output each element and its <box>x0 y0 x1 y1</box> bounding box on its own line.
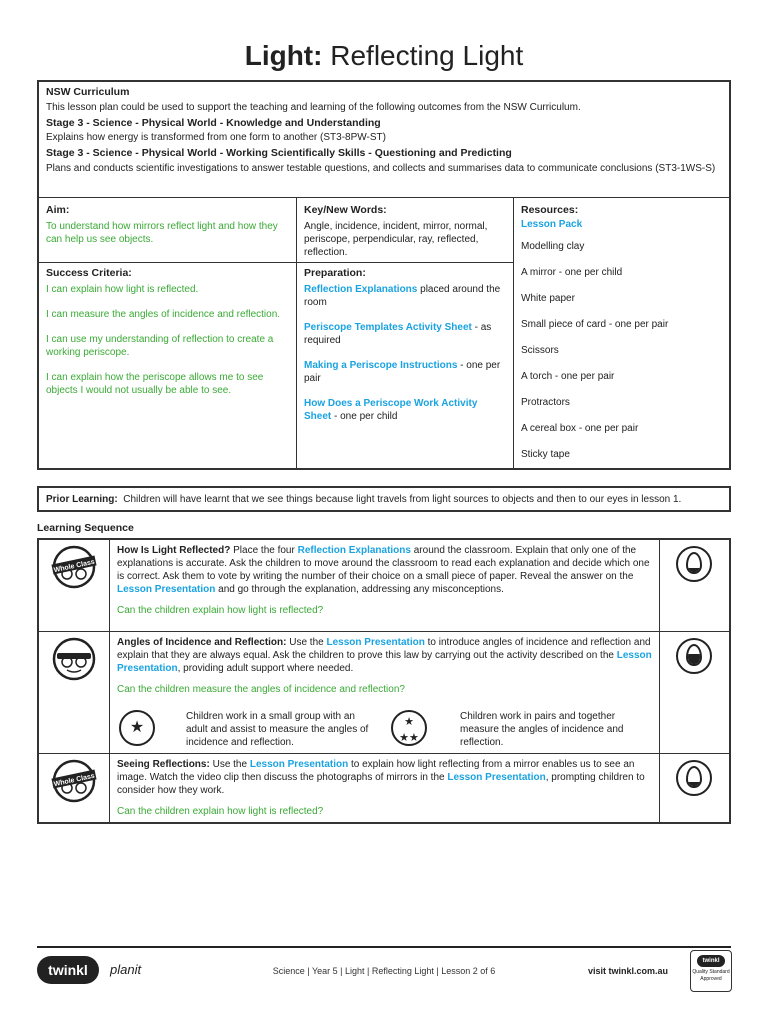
badge-logo: twinkl <box>697 955 725 967</box>
periscope-templates-link[interactable]: Periscope Templates Activity Sheet <box>304 321 472 333</box>
title-bold: Light: <box>244 40 323 71</box>
prior-learning <box>37 486 731 512</box>
twinkl-logo[interactable]: twinkl <box>37 956 99 984</box>
divider <box>109 540 110 822</box>
preparation-item <box>304 397 506 423</box>
row-1-heading: How Is Light Reflected? <box>117 545 231 556</box>
group-2-text: Children work in pairs and together measure the angles of incidence and reflection. <box>460 711 624 748</box>
success-item: I can use my understanding of reflection to create a working periscope. <box>46 333 274 358</box>
difficulty-egg-icon <box>676 760 712 796</box>
preparation-cell <box>297 263 513 439</box>
curriculum-box <box>37 80 731 470</box>
resource-item: A cereal box - one per pair <box>521 422 639 434</box>
class-faces-icon <box>51 636 97 682</box>
learning-sequence-title: Learning Sequence <box>37 522 134 534</box>
row-3-body <box>117 758 653 797</box>
lesson-presentation-link[interactable]: Lesson Presentation <box>117 584 216 595</box>
resource-item: White paper <box>521 292 575 304</box>
preparation-heading: Preparation: <box>304 267 366 279</box>
row-1-body <box>117 544 653 596</box>
row-2-body <box>117 636 653 675</box>
lesson-presentation-link[interactable]: Lesson Presentation <box>117 650 652 674</box>
row-2-heading: Angles of Incidence and Reflection: <box>117 637 287 648</box>
sequence-row-1 <box>117 544 653 617</box>
footer-divider <box>37 946 731 948</box>
learning-sequence-table <box>37 538 731 824</box>
preparation-item-text: placed around the room <box>304 283 501 308</box>
row-3-text: Use the <box>209 759 250 770</box>
preparation-item-text: - as required <box>304 321 492 346</box>
key-words-cell <box>297 200 513 263</box>
planit-logo: planit <box>110 962 142 977</box>
divider <box>659 540 660 822</box>
egg-shape <box>686 644 702 666</box>
resource-item: Protractors <box>521 396 570 408</box>
aim-cell <box>39 200 296 250</box>
website-link[interactable]: visit twinkl.com.au <box>588 966 669 976</box>
success-criteria-cell <box>39 263 296 413</box>
sequence-row-2 <box>117 636 653 696</box>
row-3-heading: Seeing Reflections: <box>117 759 210 770</box>
row-3-question: Can the children explain how light is reflected? <box>117 806 324 817</box>
row-1-question: Can the children explain how light is reflected? <box>117 605 324 616</box>
difficulty-egg-icon <box>676 546 712 582</box>
lesson-presentation-link[interactable]: Lesson Presentation <box>326 637 425 648</box>
badge-text: Quality Standard Approved <box>692 969 730 982</box>
row-3-text: to explain how light reflecting from a mirror enables us to see an image. Watch the video clip then discuss the photographs of mirrors in the <box>117 759 635 783</box>
lesson-pack-link[interactable]: Lesson Pack <box>521 218 583 230</box>
resource-item: A torch - one per pair <box>521 370 615 382</box>
reflection-explanations-link[interactable]: Reflection Explanations <box>304 283 418 295</box>
egg-shape <box>686 552 702 574</box>
row-2-question: Can the children measure the angles of incidence and reflection? <box>117 684 405 695</box>
page-title <box>0 38 768 74</box>
whole-class-label: Whole Class <box>53 772 96 789</box>
title-rest: Reflecting Light <box>322 40 524 71</box>
resource-item: A mirror - one per child <box>521 266 623 278</box>
stage1-text: Explains how energy is transformed from one form to another (ST3-8PW-ST) <box>46 132 386 144</box>
egg-shape <box>686 766 702 788</box>
one-star-icon: ★ <box>119 710 155 746</box>
aim-heading: Aim: <box>46 204 70 216</box>
preparation-item <box>304 359 506 385</box>
preparation-item <box>304 321 506 347</box>
lesson-presentation-link[interactable]: Lesson Presentation <box>447 772 546 783</box>
divider <box>39 753 729 754</box>
curriculum-intro: This lesson plan could be used to support the teaching and learning of the following outcomes from the NSW Curriculum. <box>46 101 581 113</box>
whole-class-icon <box>51 758 97 804</box>
preparation-item-text: - one per child <box>331 410 398 422</box>
success-heading: Success Criteria: <box>46 267 132 279</box>
resources-cell <box>514 200 729 465</box>
resources-heading: Resources: <box>521 204 579 216</box>
success-item: I can measure the angles of incidence and reflection. <box>46 308 281 320</box>
resource-item: Scissors <box>521 344 559 356</box>
divider <box>39 631 729 632</box>
stage2-text: Plans and conducts scientific investigations to answer testable questions, and collects and summarises data to communicate conclusions (ST3-1WS-S) <box>46 162 716 174</box>
periscope-instructions-link[interactable]: Making a Periscope Instructions <box>304 359 458 371</box>
curriculum-heading: NSW Curriculum <box>46 86 130 98</box>
row-1-text: Place the four <box>230 545 298 556</box>
whole-class-label: Whole Class <box>53 558 96 575</box>
resource-item: Sticky tape <box>521 448 570 460</box>
success-item: I can explain how light is reflected. <box>46 283 199 295</box>
three-star-icon: ★ ★★ <box>391 710 427 746</box>
egg-fill <box>688 568 700 573</box>
row-1-text: around the classroom. Explain that only one of the explanations is accurate. Ask the children to move around the classroom to read each explanation and decide which one is correct. Ask them to vote by writing the number of their choice on a small piece of paper. Reveal the answer on the <box>117 545 650 582</box>
difficulty-egg-icon <box>676 638 712 674</box>
success-item: I can explain how the periscope allows me to see objects I would not usually be able to see. <box>46 371 264 396</box>
sequence-row-3 <box>117 758 653 818</box>
stage2-heading: Stage 3 - Science - Physical World - Working Scientifically Skills - Questioning and Predicting <box>46 147 512 160</box>
preparation-item <box>304 283 506 309</box>
prior-learning-label: Prior Learning: <box>46 494 118 505</box>
row-2-text: to introduce angles of incidence and reflection and explain that they are always equal. Ask the children to prove this law by carrying out the activity described on the <box>117 637 651 661</box>
resource-item: Small piece of card - one per pair <box>521 318 669 330</box>
row-3-text: , prompting children to consider how they work. <box>117 772 645 796</box>
quality-badge <box>690 950 732 992</box>
prior-learning-text: Children will have learnt that we see things because light travels from light sources to objects and then to our eyes in lesson 1. <box>123 494 682 505</box>
key-words-heading: Key/New Words: <box>304 204 387 216</box>
lesson-presentation-link[interactable]: Lesson Presentation <box>249 759 349 770</box>
row-2-text: , providing adult support where needed. <box>177 663 354 674</box>
periscope-activity-sheet-link[interactable]: How Does a Periscope Work Activity Sheet <box>304 397 478 422</box>
reflection-explanations-link[interactable]: Reflection Explanations <box>297 545 411 556</box>
curriculum-section <box>39 82 729 198</box>
row-2-text: Use the <box>286 637 327 648</box>
preparation-item-text: - one per pair <box>304 359 501 384</box>
footer-breadcrumb: Science | Year 5 | Light | Reflecting Light | Lesson 2 of 6 <box>272 966 496 976</box>
row-1-text: and go through the explanation, addressing any misconceptions. <box>215 584 504 595</box>
resource-item: Modelling clay <box>521 240 585 252</box>
egg-fill <box>688 654 700 664</box>
group-1-text: Children work in a small group with an adult and assist to measure the angles of incidence and reflection. <box>186 711 369 748</box>
aim-text: To understand how mirrors reflect light and how they can help us see objects. <box>46 220 278 245</box>
key-words-text: Angle, incidence, incident, mirror, normal, periscope, perpendicular, ray, reflected, reflection. <box>304 220 488 258</box>
egg-fill <box>688 782 700 787</box>
whole-class-icon <box>51 544 97 590</box>
stage1-heading: Stage 3 - Science - Physical World - Knowledge and Understanding <box>46 116 381 129</box>
